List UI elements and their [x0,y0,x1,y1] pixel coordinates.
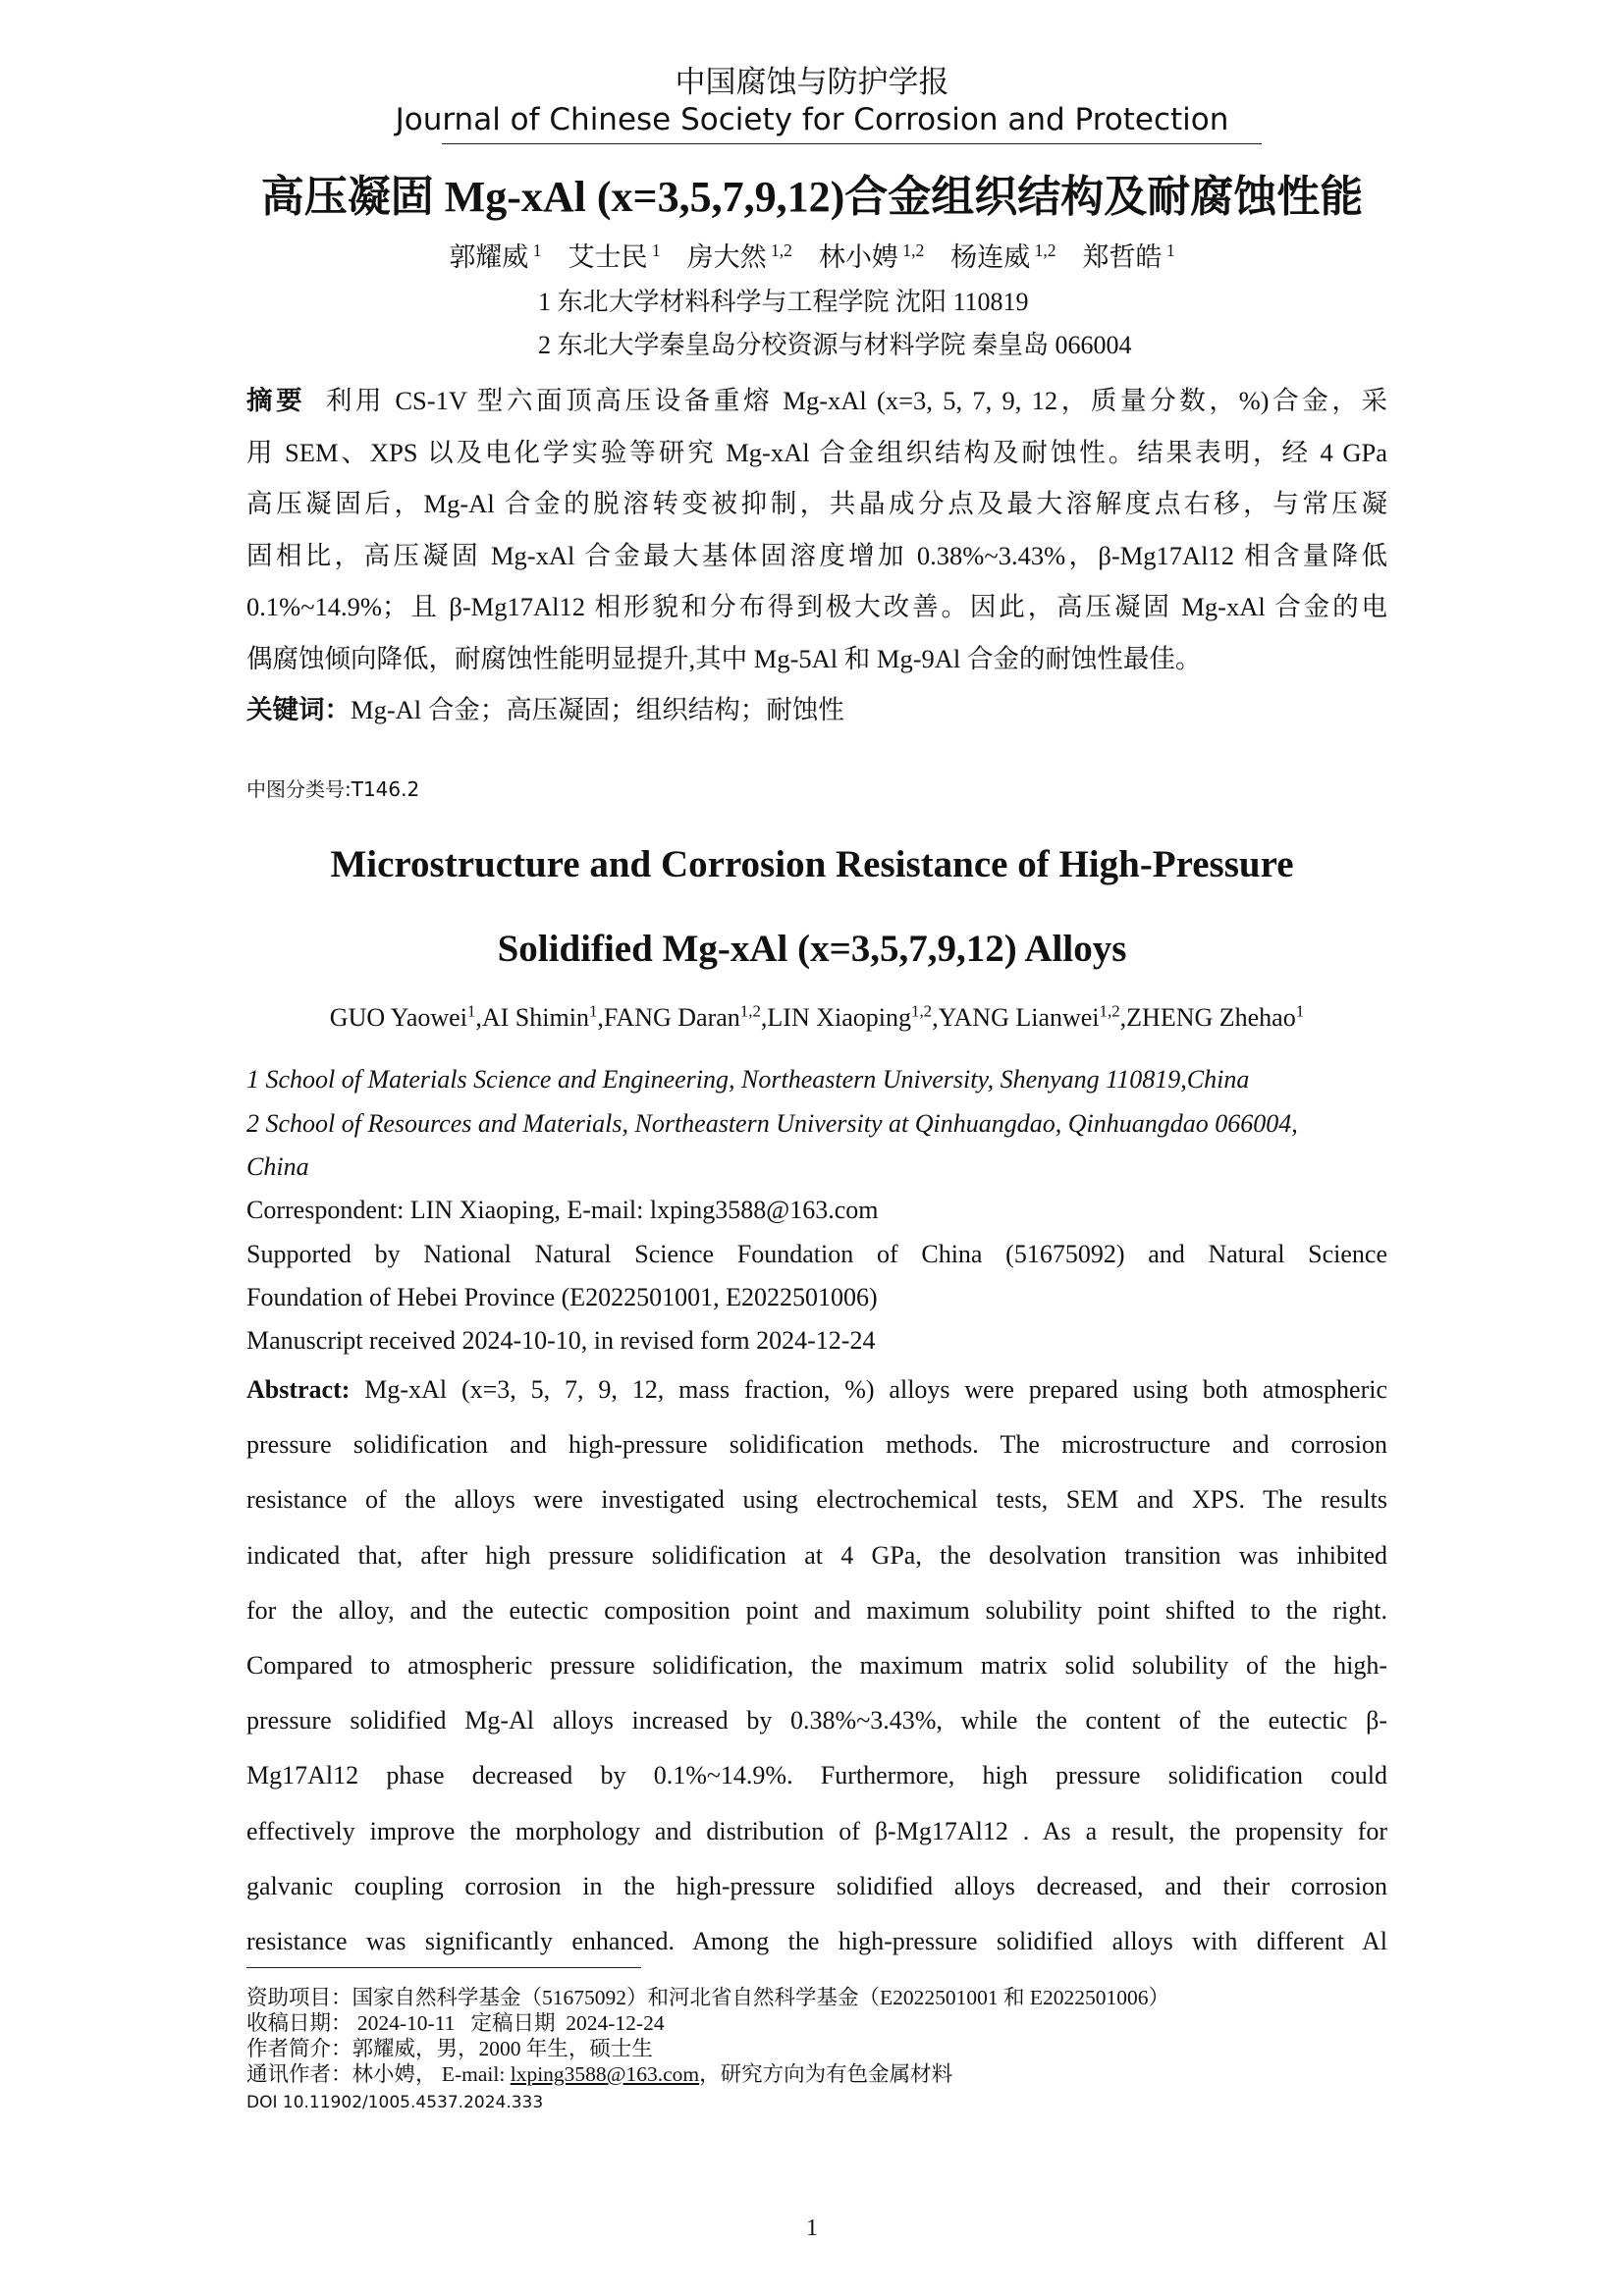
author-name: 郭耀威 [449,242,529,272]
affiliation-en-2: 2 School of Resources and Materials, Northeastern University at Qinhuangdao, Qinhuangdao 066004, [246,1109,1298,1138]
keywords-label: 关键词： [246,695,351,724]
footnote-corresponding-suffix: ，研究方向为有色金属材料 [699,2062,953,2086]
author-affiliation-mark: 1 [1295,1001,1305,1021]
clc-number: 中图分类号:T146.2 [246,777,420,801]
abstract-cn-line: 高压凝固后，Mg-Al 合金的脱溶转变被抑制，共晶成分点及最大溶解度点右移，与常压凝 [246,489,1387,518]
author-name: ZHENG Zhehao [1126,1003,1296,1032]
author-name: LIN Xiaoping [767,1003,911,1032]
abstract-en-line: galvanic coupling corrosion in the high-pressure solidified alloys decreased, and their corrosion [246,1871,1387,1900]
title-en-line-1: Microstructure and Corrosion Resistance of High-Pressure [330,843,1294,885]
journal-name-cn: 中国腐蚀与防护学报 [675,65,949,100]
authors-en: GUO Yaowei$^1$,AI Shimin$^1$,FANG Daran$^{1,2}$,LIN Xiaoping$^{1,2}$,YANG Lianwei$^{1,2}$,ZHENG Zhehao$^1$ [329,1001,1305,1032]
author-name: GUO Yaowei [329,1003,467,1032]
abstract-en-line: indicated that, after high pressure solidification at 4 GPa, the desolvation transition was inhibited [246,1540,1387,1570]
footnote-funding: 资助项目：国家自然科学基金（51675092）和河北省自然科学基金（E2022501001 和 E2022501006） [246,1986,1170,2009]
abstract-en-line: Mg-xAl (x=3, 5, 7, 9, 12, mass fraction, %) alloys were prepared using both atmospheric [364,1375,1387,1404]
author-affiliation-mark: 1,2 [739,1001,761,1021]
supported-by: Supported by National Natural Science Foundation of China (51675092) and Natural Science [246,1240,1387,1268]
author-name: 林小娉 [818,242,898,272]
abstract-cn-line: 0.1%~14.9%；且 β-Mg17Al12 相形貌和分布得到极大改善。因此，高压凝固 Mg-xAl 合金的电 [246,592,1387,621]
abstract-cn-label: 摘要 [246,386,306,415]
journal-name-en: Journal of Chinese Society for Corrosion and Protection [395,102,1229,137]
abstract-en-label: Abstract: [246,1375,351,1404]
affiliation-en-1: 1 School of Materials Science and Engineering, Northeastern University, Shenyang 110819,China [246,1065,1250,1094]
footnote-corresponding-prefix: 通讯作者：林小娉， E-mail: [246,2062,511,2086]
abstract-en-line: Compared to atmospheric pressure solidification, the maximum matrix solid solubility of the high- [246,1650,1387,1680]
abstract-cn-line: 固相比，高压凝固 Mg-xAl 合金最大基体固溶度增加 0.38%~3.43%，β-Mg17Al12 相含量降低 [246,540,1387,570]
footnote-received: 收稿日期： 2024-10-11 定稿日期 2024-12-24 [246,2011,665,2035]
author-affiliation-mark: 1,2 [1099,1001,1120,1021]
author-name: AI Shimin [481,1003,589,1032]
title-en-line-2: Solidified Mg-xAl (x=3,5,7,9,12) Alloys [497,928,1127,970]
email-link[interactable]: lxping3588@163.com [510,2062,700,2086]
abstract-en-line: for the alloy, and the eutectic composition point and maximum solubility point shifted to the right. [246,1595,1387,1625]
title-cn: 高压凝固 Mg-xAl (x=3,5,7,9,12)合金组织结构及耐腐蚀性能 [260,173,1364,221]
abstract-cn [246,375,1387,736]
author-affiliation-mark: 1,2 [911,1001,933,1021]
manuscript-dates: Manuscript received 2024-10-10, in revised form 2024-12-24 [246,1326,876,1355]
author-affiliation-mark: 1 [466,1001,476,1021]
affiliation-cn-2: 2 东北大学秦皇岛分校资源与材料学院 秦皇岛 066004 [538,331,1132,359]
abstract-en-line: resistance of the alloys were investigated using electrochemical tests, SEM and XPS. The results [246,1485,1387,1515]
author-name: 房大然 [686,242,767,272]
abstract-cn-line: 利用 CS-1V 型六面顶高压设备重熔 Mg-xAl (x=3, 5, 7, 9, 12，质量分数，%)合金，采 [325,386,1388,415]
author-affiliation-mark: 1 [647,240,661,260]
author-affiliation-mark: 1,2 [897,240,925,260]
author-affiliation-mark: 1 [528,240,542,260]
page-number: 1 [806,2216,818,2241]
abstract-en-line: Mg17Al12 phase decreased by 0.1%~14.9%. Furthermore, high pressure solidification could [246,1761,1387,1790]
author-affiliation-mark: 1 [1162,240,1175,260]
affiliation-cn-1: 1 东北大学材料科学与工程学院 沈阳 110819 [538,288,1029,316]
author-name: FANG Daran [603,1003,740,1032]
author-affiliation-mark: 1,2 [766,240,792,260]
abstract-en-line: resistance was significantly enhanced. Among the high-pressure solidified alloys with different Al [246,1926,1387,1955]
correspondent: Correspondent: LIN Xiaoping, E-mail: lxping3588@163.com [246,1196,879,1224]
keywords: Mg-Al 合金；高压凝固；组织结构；耐蚀性 [351,695,844,724]
doi: DOI 10.11902/1005.4537.2024.333 [246,2093,544,2112]
footnote-rule [246,1967,641,1968]
affiliation-en-2-cont: China [246,1152,309,1181]
author-affiliation-mark: 1,2 [1030,240,1056,260]
author-name: YANG Lianwei [938,1003,1100,1032]
authors-cn [0,236,1624,274]
author-name: 艾士民 [568,242,648,272]
author-name: 杨连威 [950,242,1031,272]
author-name: 郑哲皓 [1082,242,1163,272]
header-rule [442,143,1262,144]
author-affiliation-mark: 1 [588,1001,598,1021]
abstract-en-line: pressure solidification and high-pressure solidification methods. The microstructure and corrosion [246,1430,1387,1460]
abstract-en-line: pressure solidified Mg-Al alloys increased by 0.38%~3.43%, while the content of the eutectic β- [246,1706,1387,1735]
footnote-corresponding [246,2061,952,2087]
supported-by-cont: Foundation of Hebei Province (E2022501001, E2022501006) [246,1283,878,1311]
abstract-en [246,1362,1387,1969]
abstract-cn-line: 用 SEM、XPS 以及电化学实验等研究 Mg-xAl 合金组织结构及耐蚀性。结果表明，经 4 GPa [246,437,1387,467]
abstract-cn-line: 偶腐蚀倾向降低，耐腐蚀性能明显提升,其中 Mg-5Al 和 Mg-9Al 合金的耐蚀性最佳。 [246,643,1202,673]
abstract-en-line: effectively improve the morphology and distribution of β-Mg17Al12 . As a result, the propensity for [246,1816,1387,1845]
footnote-author-bio: 作者简介：郭耀威，男，2000 年生，硕士生 [246,2037,653,2060]
